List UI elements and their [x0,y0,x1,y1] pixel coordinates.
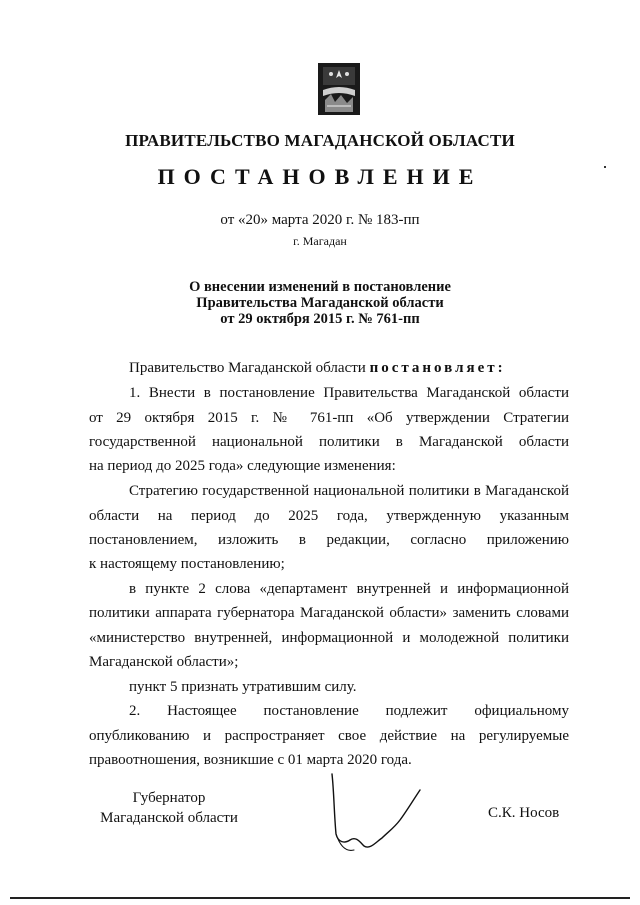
paragraph-line: области на период до 2025 года, утвержденную указанным [89,508,569,524]
subject-line: Правительства Магаданской области [196,295,444,311]
paragraph-line: политики аппарата губернатора Магаданской области» заменить словами [89,605,569,621]
signatory-name: С.К. Носов [488,805,560,821]
subject-line: О внесении изменений в постановление [189,279,451,295]
preamble-verb: постановляет: [369,360,506,376]
preamble [129,360,569,377]
paragraph-line: государственной национальной политики в Магаданской области [89,434,569,450]
document-type: ПОСТАНОВЛЕНИЕ [157,164,483,189]
preamble-text: Правительство Магаданской области [129,360,366,376]
paragraph-line: 1. Внести в постановление Правительства Магаданской области [129,385,569,401]
organization-title: ПРАВИТЕЛЬСТВО МАГАДАНСКОЙ ОБЛАСТИ [125,131,515,150]
scan-speck [604,166,606,168]
handwritten-signature [320,772,430,862]
paragraph-line: «министерство внутренней, информационной и молодежной политики [89,630,569,646]
signatory-position-line: Магаданской области [100,810,238,826]
coat-of-arms-icon [317,62,361,116]
paragraph-line: пункт 5 признать утратившим силу. [129,679,357,695]
paragraph-line: от 29 октября 2015 г. № 761-пп «Об утверждении Стратегии [89,410,569,426]
paragraph-line: постановлением, изложить в редакции, согласно приложению [89,532,569,548]
document-subject [0,279,640,327]
paragraph-line: на период до 2025 года» следующие изменения: [89,458,396,474]
paragraph-line: правоотношения, возникшие с 01 марта 2020 года. [89,752,412,768]
paragraph-line: Магаданской области»; [89,654,239,670]
paragraph-line: опубликованию и распространяет свое действие на регулируемые [89,728,569,744]
paragraph-line: 2. Настоящее постановление подлежит официальному [129,703,569,719]
document-date-number: от «20» марта 2020 г. № 183-пп [220,212,420,228]
paragraph-line: к настоящему постановлению; [89,556,285,572]
signatory-position [89,788,249,828]
signatory-position-line: Губернатор [132,790,206,806]
page-bottom-rule [10,897,630,899]
subject-line: от 29 октября 2015 г. № 761-пп [220,311,420,327]
paragraph-line: Стратегию государственной национальной политики в Магаданской [129,483,569,499]
paragraph-line: в пункте 2 слова «департамент внутренней и информационной [129,581,569,597]
document-city: г. Магадан [293,234,347,248]
